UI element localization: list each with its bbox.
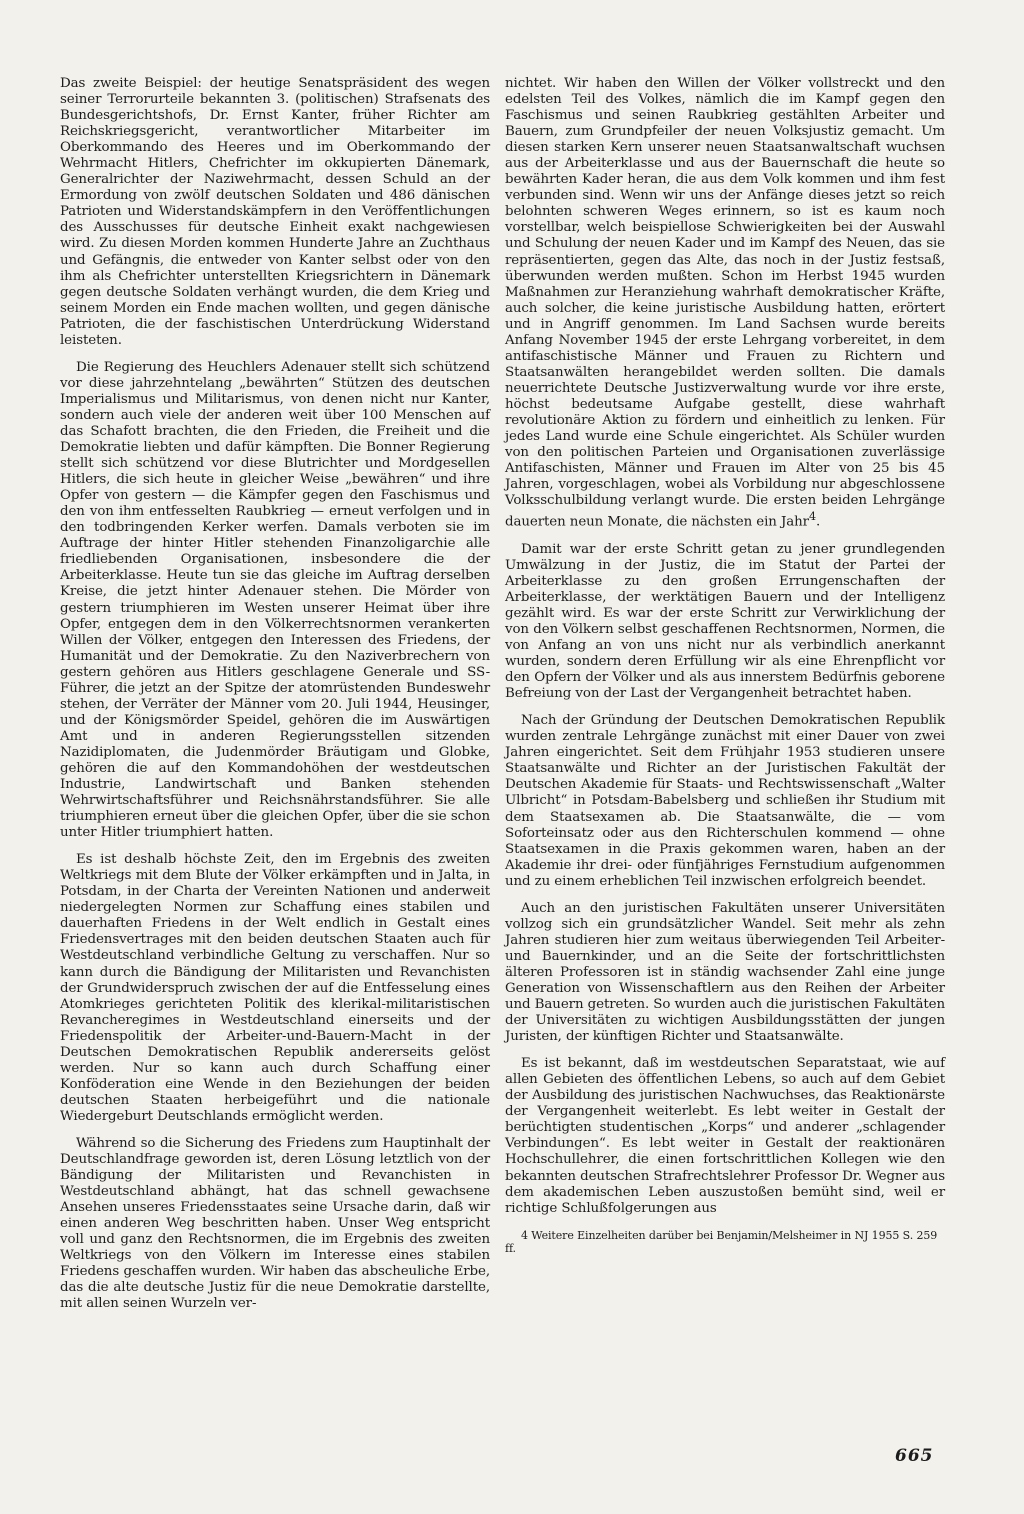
paragraph: Es ist deshalb höchste Zeit, den im Ergebnis des zweiten Weltkriegs mit dem Blute der Völker erkämpften und in Jalta, in Potsdam, in der Charta der Vereinten Nationen und anderweit niedergelegten Normen zur Schaffung eines stabilen und dauerhaften Friedens in der Welt endlich in Gestalt eines Friedensvertrages mit den beiden deutschen Staaten auch für Westdeutschland verbindliche Geltung zu verschaffen. Nur so kann durch die Bändigung der Militaristen und Revanchisten der Grundwiderspruch zwischen der auf die Entfesselung eines Atomkrieges gerichteten Politik des klerikal-militaristischen Revancheregimes in Westdeutschland einerseits und der Friedenspolitik der Arbeiter-und-Bauern-Macht in der Deutschen Demokratischen Republik andererseits gelöst werden. Nur so kann auch durch Schaffung einer Konföderation eine Wende in den Beziehungen der beiden deutschen Staaten herbeigeführt und die nationale Wiedergeburt Deutschlands ermöglicht werden. [60, 852, 490, 1124]
right-column [505, 76, 945, 1255]
paragraph: nichtet. Wir haben den Willen der Völker vollstreckt und den edelsten Teil des Volkes, nämlich die im Kampf gegen den Faschismus und seinen Raubkrieg gestählten Arbeiter und Bauern, zum Grundpfeiler der neuen Volksjustiz gemacht. Um diesen starken Kern unserer neuen Staatsanwaltschaft wuchsen aus der Arbeiterklasse und aus der Bauernschaft die heute so bewährten Kader heran, die aus dem Volk kommen und ihm fest verbunden sind. Wenn wir uns der Anfänge dieses jetzt so reich belohnten schweren Weges erinnern, so ist es kaum noch vorstellbar, welch beispiellose Schwierigkeiten bei der Auswahl und Schulung der neuen Kader und im Kampf des Neuen, das sie repräsentierten, gegen das Alte, das noch in der Justiz festsaß, überwunden werden mußten. Schon im Herbst 1945 wurden Maßnahmen zur Heranziehung wahrhaft demokratischer Kräfte, auch solcher, die keine juristische Ausbildung hatten, erörtert und in Angriff genommen. Im Land Sachsen wurde bereits Anfang November 1945 der erste Lehrgang vorbereitet, in dem antifaschistische Männer und Frauen zu Richtern und Staatsanwälten herangebildet werden sollten. Die damals neuerrichtete Deutsche Justizverwaltung wurde vor ihre erste, höchst bedeutsame Aufgabe gestellt, diese wahrhaft revolutionäre Aktion zu fördern und einheitlich zu lenken. Für jedes Land wurde eine Schule eingerichtet. Als Schüler wurden von den politischen Parteien und Organisationen zuverlässige Antifaschisten, Männer und Frauen im Alter von 25 bis 45 Jahren, vorgeschlagen, wobei als Vorbildung nur abgeschlossene Volksschulbildung verlangt wurde. Die ersten beiden Lehrgänge dauerten neun Monate, die nächsten ein Jahr$^4$. [505, 76, 945, 530]
paragraph: Nach der Gründung der Deutschen Demokratischen Republik wurden zentrale Lehrgänge zunächst mit einer Dauer von zwei Jahren eingerichtet. Seit dem Frühjahr 1953 studieren unsere Staatsanwälte und Richter an der Juristischen Fakultät der Deutschen Akademie für Staats- und Rechtswissenschaft „Walter Ulbricht“ in Potsdam-Babelsberg und schließen ihr Studium mit dem Staatsexamen ab. Die Staatsanwälte, die — vom Soforteinsatz oder aus den Richterschulen kommend — ohne Staatsexamen in die Praxis gekommen waren, haben an der Akademie ihr drei- oder fünfjähriges Fernstudium aufgenommen und zu einem erheblichen Teil inzwischen erfolgreich beendet. [505, 713, 945, 889]
footnote-marker: 4 [808, 510, 816, 524]
paragraph: Damit war der erste Schritt getan zu jener grundlegenden Umwälzung in der Justiz, die im Statut der Partei der Arbeiterklasse zu den großen Errungenschaften der Arbeiterklasse, der werktätigen Bauern und der Intelligenz gezählt wird. Es war der erste Schritt zur Verwirklichung der von den Völkern selbst geschaffenen Rechtsnormen, Normen, die von Anfang an von uns nicht nur als verbindlich anerkannt wurden, sondern deren Erfüllung wir als eine Ehrenpflicht vor den Opfern der Völker und als aus innerstem Bedürfnis geborene Befreiung von der Last der Vergangenheit betrachtet haben. [505, 541, 945, 702]
paragraph-text: nichtet. Wir haben den Willen der Völker vollstreckt und den edelsten Teil des Volkes, nämlich die im Kampf gegen den Faschismus und seinen Raubkrieg gestählten Arbeiter und Bauern, zum Grundpfeiler der neuen Volksjustiz gemacht. Um diesen starken Kern unserer neuen Staatsanwaltschaft wuchsen aus der Arbeiterklasse und aus der Bauernschaft die heute so bewährten Kader heran, die aus dem Volk kommen und ihm fest verbunden sind. Wenn wir uns der Anfänge dieses jetzt so reich belohnten schweren Weges erinnern, so ist es kaum noch vorstellbar, welch beispiellose Schwierigkeiten bei der Auswahl und Schulung der neuen Kader und im Kampf des Neuen, das sie repräsentierten, gegen das Alte, das noch in der Justiz festsaß, überwunden werden mußten. Schon im Herbst 1945 wurden Maßnahmen zur Heranziehung wahrhaft demokratischer Kräfte, auch solcher, die keine juristische Ausbildung hatten, erörtert und in Angriff genommen. Im Land Sachsen wurde bereits Anfang November 1945 der erste Lehrgang vorbereitet, in dem antifaschistische Männer und Frauen zu Richtern und Staatsanwälten herangebildet werden sollten. Die damals neuerrichtete Deutsche Justizverwaltung wurde vor ihre erste, höchst bedeutsame Aufgabe gestellt, diese wahrhaft revolutionäre Aktion zu fördern und einheitlich zu lenken. Für jedes Land wurde eine Schule eingerichtet. Als Schüler wurden von den politischen Parteien und Organisationen zuverlässige Antifaschisten, Männer und Frauen im Alter von 25 bis 45 Jahren, vorgeschlagen, wobei als Vorbildung nur abgeschlossene Volksschulbildung verlangt wurde. Die ersten beiden Lehrgänge dauerten neun Monate, die nächsten ein Jahr [505, 76, 945, 530]
paragraph: Auch an den juristischen Fakultäten unserer Universitäten vollzog sich ein grundsätzlicher Wandel. Seit mehr als zehn Jahren studieren hier zum weitaus überwiegenden Teil Arbeiter- und Bauernkinder, und an die Seite der fortschrittlichsten älteren Professoren ist in ständig wachsender Zahl eine junge Generation von Wissenschaftlern aus den Reihen der Arbeiter und Bauern getreten. So wurden auch die juristischen Fakultäten der Universitäten zu wichtigen Ausbildungsstätten der jungen Juristen, der künftigen Richter und Staatsanwälte. [505, 900, 945, 1045]
paragraph: Das zweite Beispiel: der heutige Senatspräsident des wegen seiner Terrorurteile bekannten 3. (politischen) Strafsenats des Bundesgerichtshofs, Dr. Ernst Kanter, früher Richter am Reichskriegsgericht, verantwortlicher Mitarbeiter im Oberkommando des Heeres und im Oberkommando der Wehrmacht Hitlers, Chefrichter im okkupierten Dänemark, Generalrichter der Naziwehrmacht, dessen Schuld an der Ermordung von zwölf deutschen Soldaten und 486 dänischen Patrioten und Widerstandskämpfern in den Veröffentlichungen des Ausschusses für deutsche Einheit exakt nachgewiesen wird. Zu diesen Morden kommen Hunderte Jahre an Zuchthaus und Gefängnis, die entweder von Kanter selbst oder von den ihm als Chefrichter unterstellten Kriegsrichtern in Dänemark gegen deutsche Soldaten verhängt wurden, die dem Krieg und seinem Morden ein Ende machen wollten, und gegen dänische Patrioten, die der faschistischen Unterdrückung Widerstand leisteten. [60, 76, 490, 348]
left-column [60, 76, 490, 1324]
footnote: 4 Weitere Einzelheiten darüber bei Benjamin/Melsheimer in NJ 1955 S. 259 ff. [505, 1228, 938, 1255]
paragraph: Es ist bekannt, daß im westdeutschen Separatstaat, wie auf allen Gebieten des öffentlichen Lebens, so auch auf dem Gebiet der Ausbildung des juristischen Nachwuchses, das Reaktionärste der Vergangenheit weiterlebt. Es lebt weiter in Gestalt der berüchtigten studentischen „Korps“ und anderer „schlagender Verbindungen“. Es lebt weiter in Gestalt der reaktionären Hochschullehrer, die einen fortschrittlichen Kollegen wie den bekannten deutschen Strafrechtslehrer Professor Dr. Wegner aus dem akademischen Leben auszustoßen bemüht sind, weil er richtige Schlußfolgerungen aus [505, 1056, 945, 1216]
paragraph: Die Regierung des Heuchlers Adenauer stellt sich schützend vor diese jahrzehntelang „bewährten“ Stützen des deutschen Imperialismus und Militarismus, von denen nicht nur Kanter, sondern auch viele der anderen weit über 100 Menschen auf das Schafott brachten, die den Frieden, die Freiheit und die Demokratie liebten und dafür kämpften. Die Bonner Regierung stellt sich schützend vor diese Blutrichter und Mordgesellen Hitlers, die sich heute in gleicher Weise „bewähren“ und ihre Opfer von gestern — die Kämpfer gegen den Faschismus und den von ihm entfesselten Raubkrieg — erneut verfolgen und in den todbringenden Kerker werfen. Damals verboten sie im Auftrage der hinter Hitler stehenden Finanzoligarchie alle friedliebenden Organisationen, insbesondere die der Arbeiterklasse. Heute tun sie das gleiche im Auftrag derselben Kreise, die jetzt hinter Adenauer stehen. Die Mörder von gestern triumphieren im Westen unserer Heimat über ihre Opfer, entgegen dem in den Völkerrechtsnormen verankerten Willen der Völker, entgegen den Interessen des Friedens, der Humanität und der Demokratie. Zu den Naziverbrechern von gestern gehören aus Hitlers geschlagene Generale und SS-Führer, die jetzt an der Spitze der atomrüstenden Bundeswehr stehen, der Verräter der Männer vom 20. Juli 1944, Heusinger, und der Königsmörder Speidel, gehören die im Auswärtigen Amt und in anderen Regierungsstellen sitzenden Nazidiplomaten, die Judenmörder Bräutigam und Globke, gehören die auf den Kommandohöhen der westdeutschen Industrie, Landwirtschaft und Banken stehenden Wehrwirtschaftsführer und Reichsnährstandsführer. Sie alle triumphieren erneut über die gleichen Opfer, über die sie schon unter Hitler triumphiert hatten. [60, 359, 490, 841]
paragraph: Während so die Sicherung des Friedens zum Hauptinhalt der Deutschlandfrage geworden ist, deren Lösung letztlich von der Bändigung der Militaristen und Revanchisten in Westdeutschland abhängt, hat das schnell gewachsene Ansehen unseres Friedensstaates seine Ursache darin, daß wir einen anderen Weg beschritten haben. Unser Weg entspricht voll und ganz den Rechtsnormen, die im Ergebnis des zweiten Weltkriegs von den Völkern im Interesse eines stabilen Friedens geschaffen wurden. Wir haben das abscheuliche Erbe, das die alte deutsche Justiz für die neue Demokratie darstellte, mit allen seinen Wurzeln ver- [60, 1136, 490, 1312]
page-number: 665 [895, 1446, 934, 1466]
